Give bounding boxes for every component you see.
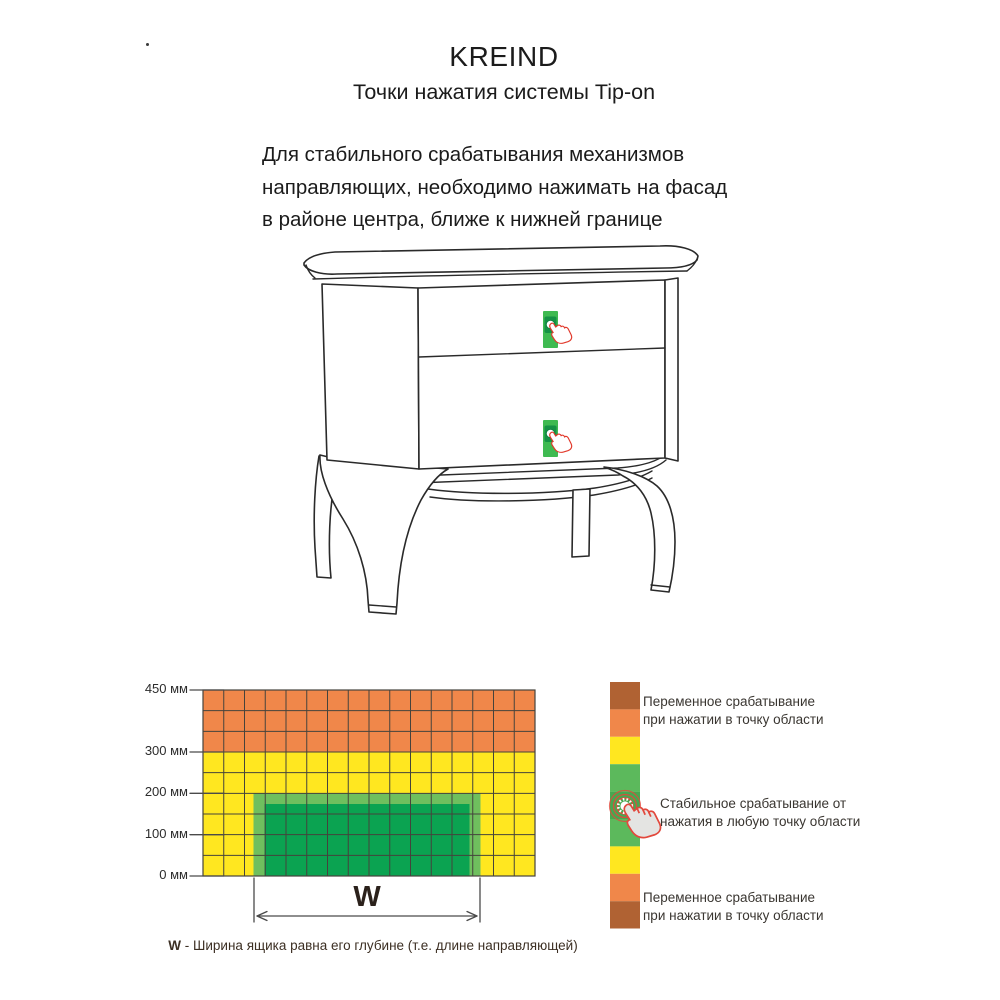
intro-line-2: направляющих, необходимо нажимать на фасад xyxy=(262,175,728,199)
y-tick-0: 0 мм xyxy=(159,867,188,882)
y-tick-300: 300 мм xyxy=(144,743,188,758)
legend-item-bottom xyxy=(643,889,824,925)
front-left-leg xyxy=(320,455,448,614)
legend-bottom-line-1: Переменное срабатывание xyxy=(643,890,816,905)
front-right-leg xyxy=(604,467,675,592)
page-subtitle: Точки нажатия системы Tip-on xyxy=(352,80,656,104)
legend-seg-orange-bot xyxy=(610,874,640,901)
caption-w: W xyxy=(168,938,182,953)
legend-seg-brown-top xyxy=(610,682,640,709)
intro-paragraph xyxy=(262,139,782,237)
legend-seg-brown-bot xyxy=(610,901,640,928)
zone-stable-core xyxy=(265,804,470,876)
chart-caption xyxy=(113,938,633,953)
tabletop xyxy=(304,246,698,274)
left-side-panel xyxy=(322,284,419,469)
legend-item-top xyxy=(643,693,824,729)
caption-text: - Ширина ящика равна его глубине (т.е. длине направляющей) xyxy=(181,938,578,953)
legend-middle-line-2: нажатия в любую точку области xyxy=(660,814,861,829)
drawer-fronts-face xyxy=(418,280,665,469)
legend-seg-green-top xyxy=(610,764,640,791)
width-dimension-label: W xyxy=(353,881,381,913)
legend-seg-yellow-top xyxy=(610,737,640,764)
legend-top-line-1: Переменное срабатывание xyxy=(643,694,816,709)
legend-middle-line-1: Стабильное срабатывание от xyxy=(660,796,847,811)
brand-title: KREIND xyxy=(449,41,559,72)
rear-right-leg xyxy=(572,489,590,557)
y-tick-100: 100 мм xyxy=(144,826,188,841)
stray-dot xyxy=(146,43,149,46)
right-stile xyxy=(665,278,678,461)
y-tick-450: 450 мм xyxy=(144,681,188,696)
intro-line-3: в районе центра, ближе к нижней границе xyxy=(262,208,663,231)
intro-line-1: Для стабильного срабатывания механизмов xyxy=(262,143,685,166)
legend-top-line-2: при нажатии в точку области xyxy=(643,712,824,727)
legend-seg-orange-top xyxy=(610,709,640,736)
legend-seg-yellow-bot xyxy=(610,846,640,873)
legend-item-middle xyxy=(660,795,860,831)
y-tick-200: 200 мм xyxy=(144,784,188,799)
nightstand-illustration xyxy=(304,246,698,614)
legend-bottom-line-2: при нажатии в точку области xyxy=(643,908,824,923)
